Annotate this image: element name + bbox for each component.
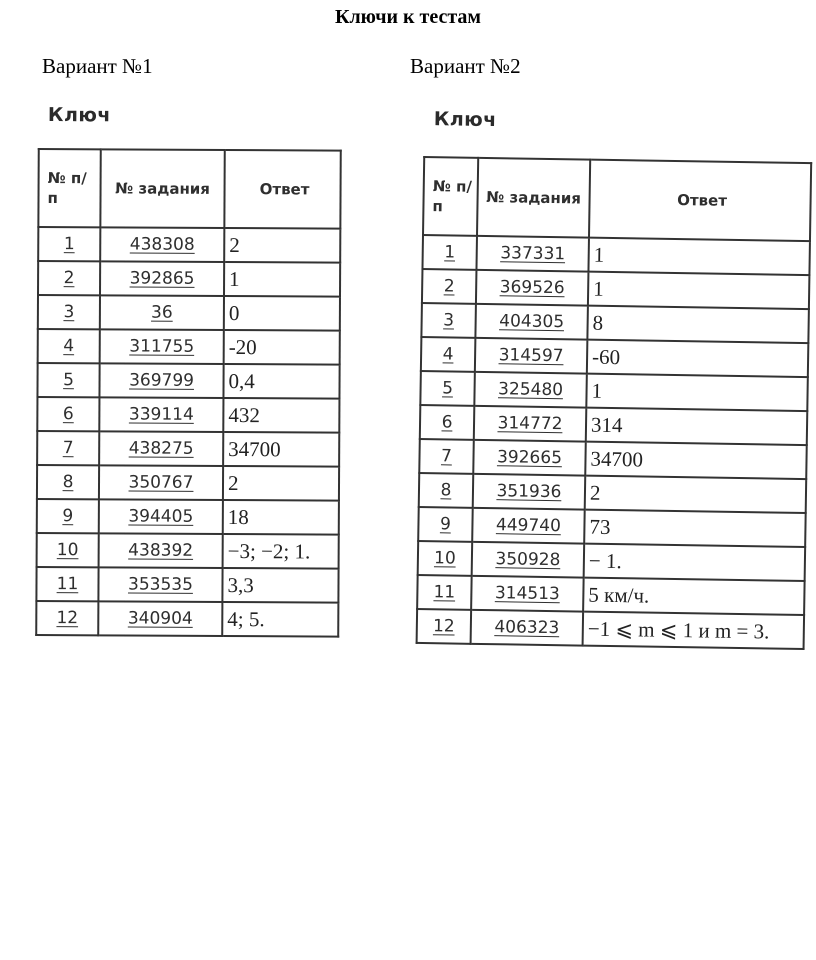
task-id: 339114 — [128, 404, 194, 425]
task-id: 406323 — [494, 617, 560, 639]
task-id-cell — [472, 542, 585, 578]
row-number: 5 — [63, 370, 75, 391]
row-number-cell — [37, 397, 99, 431]
answer-cell: 0 — [224, 296, 340, 331]
row-number-cell — [420, 371, 475, 406]
task-id: 438275 — [128, 438, 194, 459]
table-row — [38, 329, 340, 365]
task-id: 314513 — [494, 583, 560, 605]
table-header-row — [38, 149, 340, 229]
task-id-cell — [471, 610, 584, 646]
task-id-cell — [100, 329, 224, 364]
row-number-cell — [417, 609, 472, 644]
row-number-cell — [418, 541, 473, 576]
task-id: 438392 — [128, 540, 194, 561]
column-header-task: № задания — [477, 158, 590, 238]
task-id: 392865 — [129, 268, 195, 289]
answer-cell: 5 км/ч. — [583, 578, 805, 615]
task-id-cell — [99, 363, 223, 398]
column-header-num: № п/ п — [423, 157, 478, 236]
task-id: 314597 — [498, 345, 564, 367]
table-row — [37, 533, 339, 569]
task-id: 311755 — [129, 336, 195, 357]
row-number: 9 — [62, 506, 74, 527]
answer-cell: 314 — [586, 408, 808, 445]
answer-cell: 73 — [584, 510, 806, 547]
answer-cell: 34700 — [223, 432, 339, 467]
table-row — [37, 397, 339, 433]
row-number: 3 — [443, 310, 455, 331]
row-number-cell — [419, 439, 474, 474]
task-id-cell — [100, 227, 224, 262]
answer-cell: 8 — [587, 306, 809, 343]
row-number-cell — [37, 363, 99, 397]
key-heading: Ключ — [47, 104, 111, 127]
answer-cell: 2 — [224, 228, 340, 263]
task-id-cell — [472, 508, 585, 544]
row-number-cell — [418, 507, 473, 542]
task-id-cell — [98, 567, 222, 602]
task-id-cell — [476, 270, 589, 306]
answer-cell: − 1. — [584, 544, 806, 581]
variant-1-answer-key — [35, 104, 342, 638]
task-id: 404305 — [499, 311, 565, 333]
task-id: 340904 — [127, 608, 193, 629]
row-number: 3 — [63, 302, 75, 323]
answer-cell: −1 ⩽ m ⩽ 1 и m = 3. — [583, 612, 805, 649]
table-row — [37, 431, 339, 467]
answer-cell: 2 — [223, 466, 339, 501]
answer-key-table — [35, 148, 342, 638]
task-id: 394405 — [128, 506, 194, 527]
row-number: 6 — [441, 412, 453, 433]
answer-key-rows — [36, 227, 340, 637]
task-id: 369526 — [499, 277, 565, 299]
table-row — [38, 261, 340, 297]
row-number: 1 — [63, 234, 75, 255]
answer-cell: -60 — [587, 340, 809, 377]
table-header-row — [423, 157, 811, 241]
row-number-cell — [38, 329, 100, 363]
table-row — [37, 499, 339, 535]
row-number-cell — [420, 405, 475, 440]
task-id: 353535 — [127, 574, 193, 595]
column-header-task: № задания — [100, 149, 224, 228]
row-number: 11 — [56, 574, 79, 595]
task-id-cell — [99, 397, 223, 432]
task-id: 438308 — [129, 234, 195, 255]
row-number: 10 — [433, 548, 456, 569]
variant-1-label: Вариант №1 — [42, 54, 153, 78]
table-row — [38, 227, 340, 263]
row-number: 9 — [439, 514, 452, 535]
task-id: 337331 — [500, 243, 566, 265]
variant-2-answer-key — [416, 108, 813, 650]
column-header-num: № п/ п — [38, 149, 100, 227]
answer-cell: 1 — [224, 262, 340, 297]
task-id-cell — [475, 338, 588, 374]
task-id-cell — [471, 576, 584, 612]
task-id-cell — [99, 431, 223, 466]
row-number-cell — [37, 499, 99, 533]
task-id-cell — [99, 533, 223, 568]
task-id-cell — [474, 372, 587, 408]
row-number-cell — [38, 295, 100, 329]
answer-cell: 2 — [585, 476, 807, 513]
row-number-cell — [422, 269, 477, 304]
row-number: 11 — [433, 582, 456, 603]
task-id: 392665 — [496, 447, 563, 469]
row-number-cell — [37, 465, 99, 499]
task-id-cell — [476, 236, 589, 272]
answer-key-table — [416, 156, 813, 650]
answer-cell: 18 — [223, 500, 339, 535]
row-number: 6 — [62, 404, 74, 425]
answer-cell: 4; 5. — [222, 602, 338, 637]
row-number-cell — [421, 337, 476, 372]
document-title: Ключи к тестам — [334, 6, 482, 28]
answer-cell: 3,3 — [222, 568, 338, 603]
task-id: 314772 — [497, 413, 563, 435]
row-number: 2 — [63, 268, 75, 289]
variant-2-label: Вариант №2 — [410, 54, 521, 78]
table-row — [37, 363, 339, 399]
answer-cell: 34700 — [585, 442, 807, 479]
row-number-cell — [37, 533, 99, 567]
task-id: 351936 — [496, 481, 562, 503]
row-number: 1 — [444, 242, 456, 263]
row-number: 8 — [62, 472, 74, 493]
row-number: 4 — [63, 336, 75, 357]
row-number: 7 — [440, 446, 453, 467]
table-row — [36, 567, 338, 603]
row-number: 2 — [443, 276, 455, 297]
row-number-cell — [421, 303, 476, 338]
task-id-cell — [473, 440, 586, 476]
task-id-cell — [473, 474, 586, 510]
row-number: 7 — [62, 438, 74, 459]
row-number-cell — [417, 575, 472, 610]
answer-key-rows — [417, 235, 810, 649]
task-id-cell — [100, 295, 224, 330]
task-id: 449740 — [495, 515, 562, 537]
task-id-cell — [474, 406, 587, 442]
task-id: 36 — [151, 302, 173, 323]
task-id-cell — [100, 261, 224, 296]
row-number-cell — [37, 431, 99, 465]
row-number: 10 — [56, 540, 79, 561]
row-number: 12 — [432, 616, 455, 637]
row-number: 12 — [56, 608, 79, 629]
table-row — [38, 295, 340, 331]
task-id: 350767 — [128, 472, 194, 493]
task-id-cell — [99, 465, 223, 500]
table-row — [417, 609, 804, 649]
column-header-answer: Ответ — [589, 160, 811, 241]
answer-cell: 1 — [588, 238, 810, 275]
row-number-cell — [36, 601, 98, 635]
task-id: 325480 — [497, 379, 564, 401]
table-row — [37, 465, 339, 501]
answer-cell: −3; −2; 1. — [223, 534, 339, 569]
task-id: 369799 — [129, 370, 195, 391]
row-number-cell — [422, 235, 477, 270]
row-number-cell — [38, 227, 100, 261]
task-id: 350928 — [495, 549, 561, 571]
key-heading: Ключ — [433, 108, 497, 132]
column-header-answer: Ответ — [224, 150, 340, 229]
answer-cell: 1 — [588, 272, 810, 309]
row-number-cell — [38, 261, 100, 295]
answer-cell: 1 — [586, 374, 808, 411]
row-number-cell — [419, 473, 474, 508]
row-number: 5 — [442, 378, 454, 399]
row-number-cell — [36, 567, 98, 601]
answer-cell: -20 — [224, 330, 340, 365]
row-number: 8 — [440, 480, 452, 501]
answer-cell: 0,4 — [223, 364, 339, 399]
table-row — [36, 601, 338, 637]
row-number: 4 — [442, 344, 454, 365]
task-id-cell — [475, 304, 588, 340]
answer-cell: 432 — [223, 398, 339, 433]
task-id-cell — [98, 601, 222, 636]
task-id-cell — [99, 499, 223, 534]
